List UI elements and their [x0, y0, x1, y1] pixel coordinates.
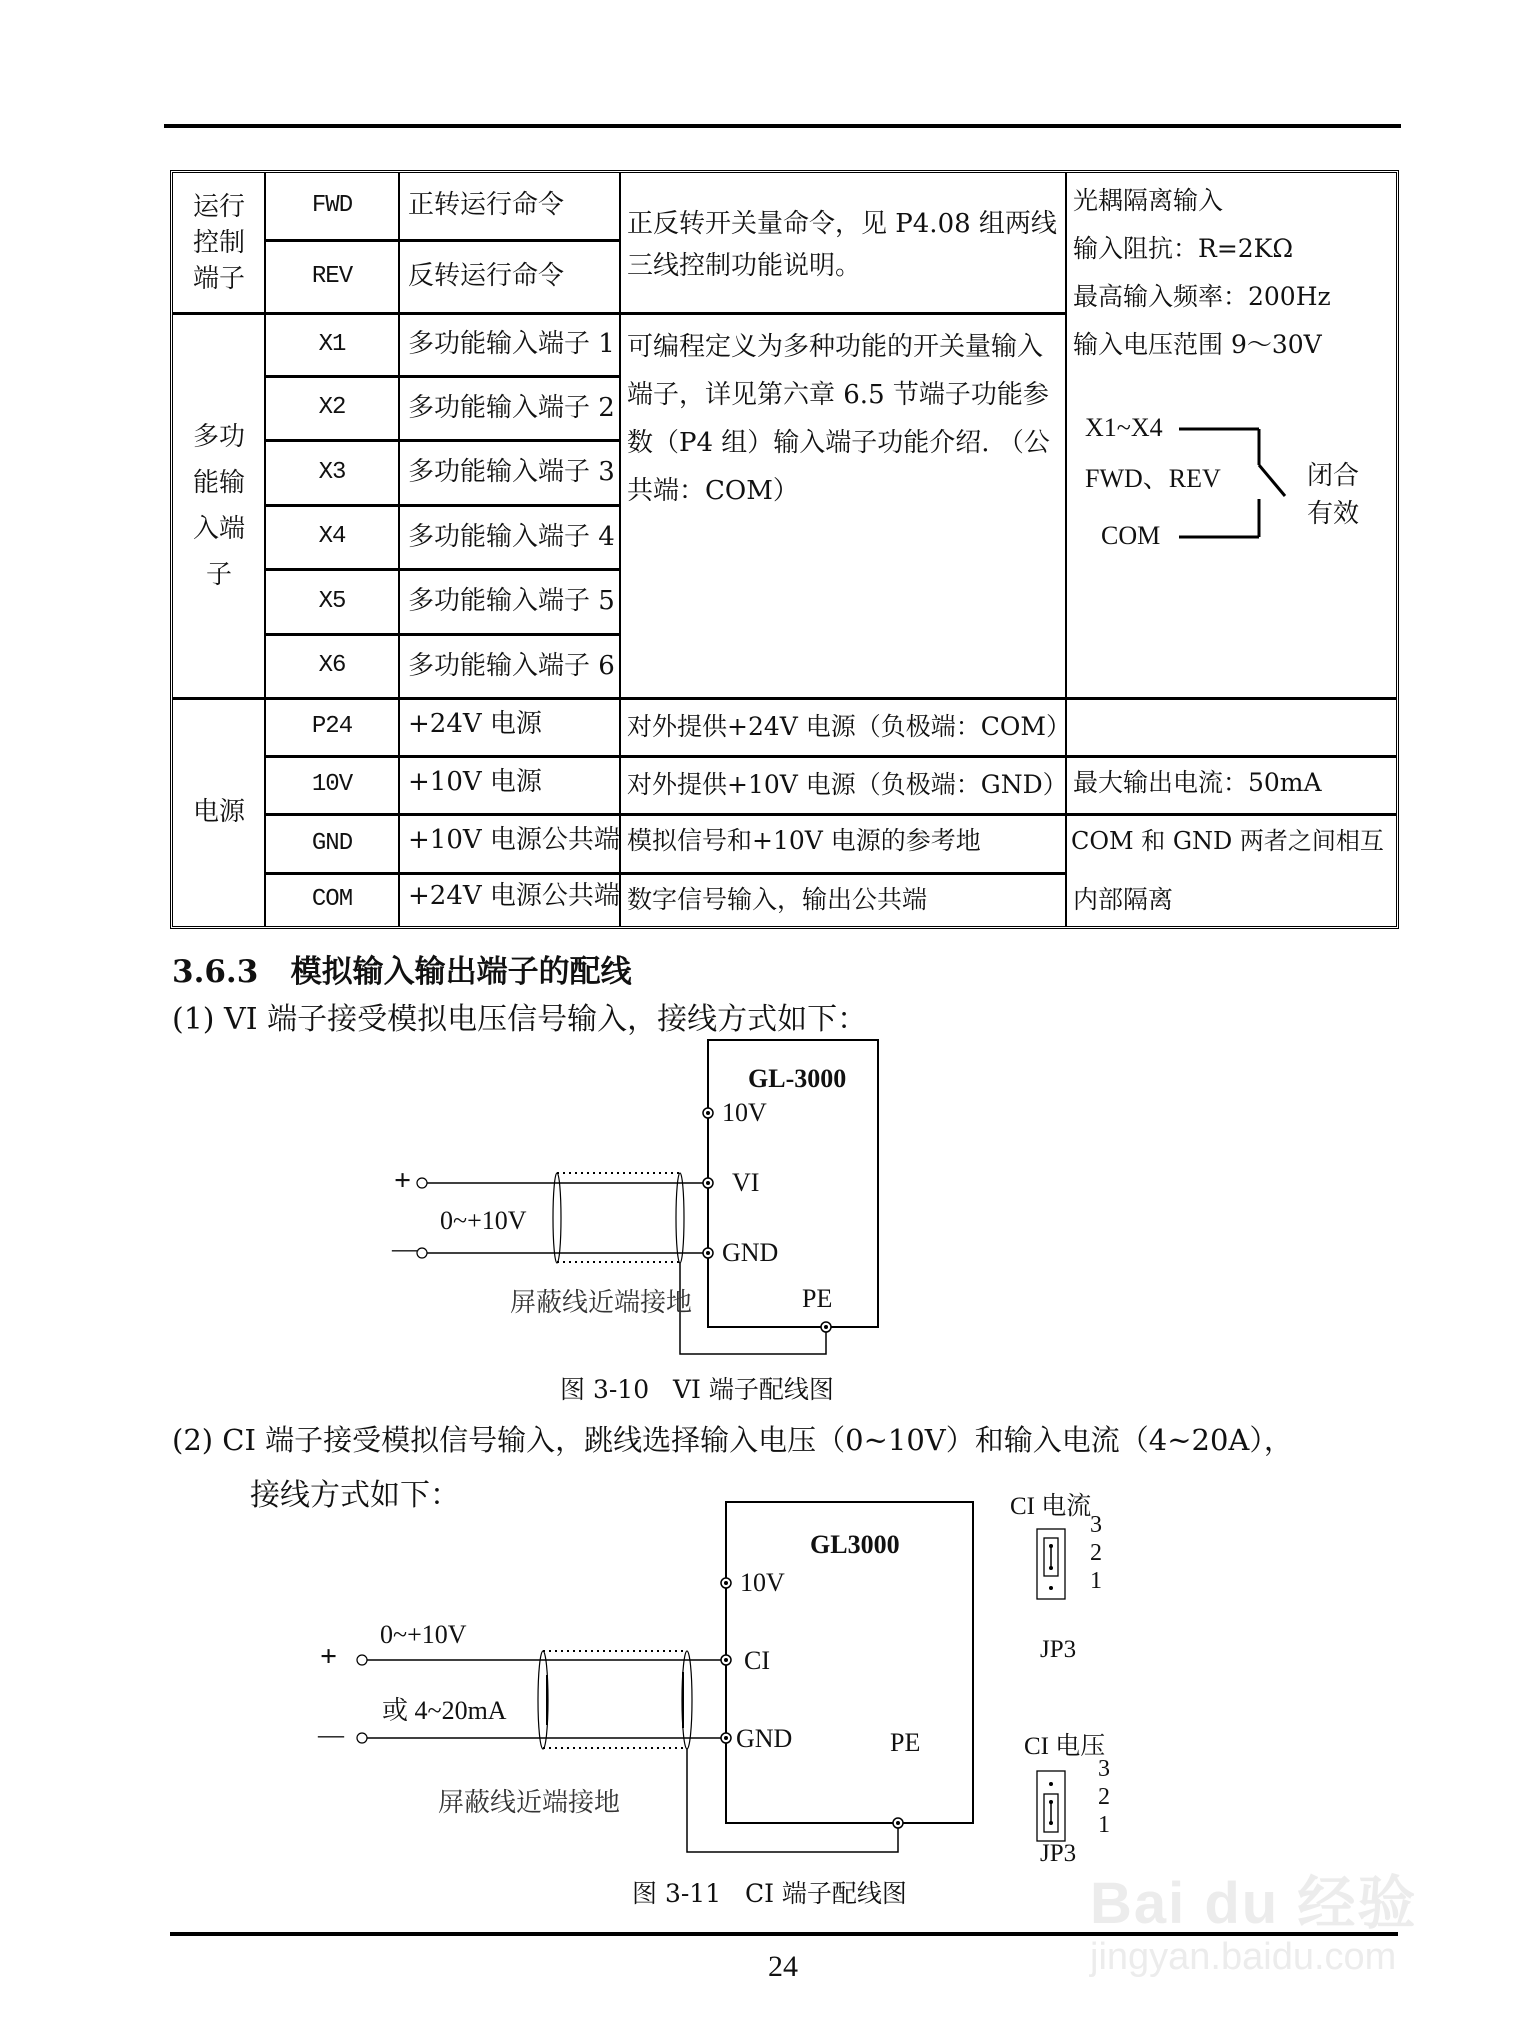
watermark-logo: Bai du 经验 [1090, 1871, 1418, 1936]
terminal-code [266, 507, 398, 568]
switch-label-com: COM [1101, 521, 1161, 550]
code-text: 10V [311, 771, 353, 799]
spec-line: 输入阻抗：R=2KΩ [1073, 234, 1294, 263]
terminal-name [400, 700, 619, 750]
isolation-spec [1067, 816, 1396, 866]
device-label: GL-3000 [748, 1064, 847, 1093]
input-spec [1067, 175, 1396, 375]
terminal-label-10v: 10V [722, 1098, 767, 1127]
terminal-name [400, 378, 619, 439]
terminal-label-ci: CI [744, 1646, 770, 1675]
name-text: +24V 电源 [408, 709, 542, 740]
name-text: +24V 电源公共端 [408, 881, 620, 912]
ci-wiring-diagram-icon [300, 1490, 1020, 1870]
terminal-name [400, 636, 619, 697]
jumper-title: CI 电流 [1010, 1493, 1092, 1520]
terminal-code [266, 315, 398, 375]
name-text: 多功能输入端子 6 [408, 650, 615, 681]
terminal-code [266, 875, 398, 926]
terminal-label-pe: PE [890, 1728, 921, 1757]
code-text: X6 [318, 652, 346, 680]
description-text: 模拟信号和+10V 电源的参考地 [627, 825, 981, 855]
description-text: 对外提供+24V 电源（负极端：COM） [627, 712, 1071, 742]
header-rule [164, 124, 1401, 128]
code-text: X2 [318, 394, 346, 422]
code-text: P24 [311, 713, 353, 741]
group-description [621, 195, 1065, 305]
terminal-description [621, 875, 1065, 926]
terminal-code [266, 700, 398, 755]
terminal-name [400, 816, 619, 866]
shield-note: 屏蔽线近端接地 [510, 1288, 693, 1318]
terminal-code [266, 442, 398, 504]
terminal-code [266, 378, 398, 439]
terminal-code [266, 173, 398, 239]
terminal-name [400, 758, 619, 808]
group-label-text: 运行控制端子 [192, 191, 245, 294]
code-text: X5 [318, 587, 346, 615]
device-label: GL3000 [810, 1530, 900, 1559]
name-text: 正转运行命令 [408, 190, 565, 221]
group-label-run-control [179, 173, 259, 312]
terminal-name [400, 173, 619, 239]
jumper-ci-current [1000, 1490, 1120, 1690]
pin-label: 3 [1090, 1512, 1102, 1538]
code-text: REV [311, 262, 353, 290]
jumper-pins-icon [1036, 1528, 1076, 1608]
switch-note-active: 有效 [1307, 499, 1360, 529]
terminal-name [400, 242, 619, 312]
terminal-code [266, 636, 398, 697]
terminal-name [400, 442, 619, 504]
terminal-label-vi: VI [732, 1168, 760, 1197]
pin-label: 2 [1098, 1784, 1110, 1810]
group-description [621, 315, 1065, 515]
terminal-code [266, 816, 398, 872]
terminal-label-10v: 10V [740, 1568, 785, 1597]
paragraph-vi: (1) VI 端子接受模拟电压信号输入，接线方式如下： [172, 1002, 868, 1037]
terminal-label-gnd: GND [722, 1238, 779, 1267]
figure-vi-wiring [380, 1030, 1080, 1410]
code-text: X4 [318, 523, 346, 551]
jumper-title: CI 电压 [1024, 1733, 1106, 1760]
description-text: 对外提供+10V 电源（负极端：GND） [627, 770, 1068, 800]
pin-label: 1 [1098, 1812, 1110, 1838]
pin-label: 2 [1090, 1540, 1102, 1566]
pin-label: 3 [1098, 1756, 1110, 1782]
terminal-description [621, 758, 1068, 813]
figure-caption-3-10: 图 3-10 VI 端子配线图 [560, 1375, 834, 1404]
voltage-range-label: 0~+10V [380, 1620, 467, 1649]
spec-text: 内部隔离 [1073, 885, 1174, 915]
terminal-table [170, 170, 1399, 929]
terminal-label-gnd: GND [736, 1724, 793, 1753]
terminal-name [400, 507, 619, 568]
minus-sign: — [318, 1720, 344, 1749]
jumper-name: JP3 [1040, 1840, 1077, 1867]
spec-line: 最高输入频率：200Hz [1073, 282, 1331, 311]
description-text: 数字信号输入，输出公共端 [627, 885, 928, 915]
code-text: X1 [318, 330, 346, 358]
voltage-range-label: 0~+10V [440, 1206, 527, 1235]
name-text: 多功能输入端子 1 [408, 329, 615, 360]
name-text: 反转运行命令 [408, 261, 565, 292]
spec-text: 最大输出电流：50mA [1073, 767, 1322, 797]
description-text: 可编程定义为多种功能的开关量输入端子，详见第六章 6.5 节端子功能参数（P4 组）输入端子功能介绍. （公共端：COM） [627, 332, 1050, 506]
paragraph-ci: (2) CI 端子接受模拟信号输入，跳线选择输入电压（0~10V）和输入电流（4~20A）， [172, 1423, 1293, 1457]
terminal-name [400, 872, 619, 922]
code-text: X3 [318, 458, 346, 486]
isolation-spec-2 [1067, 875, 1396, 926]
plus-sign: + [394, 1164, 412, 1197]
terminal-code [266, 758, 398, 813]
jumper-name: JP3 [1040, 1636, 1077, 1663]
switch-diagram [1067, 393, 1396, 593]
group-label-power [179, 700, 259, 926]
name-text: +10V 电源 [408, 767, 542, 798]
watermark-url: jingyan.baidu.com [1090, 1936, 1397, 1978]
group-label-multifunction [179, 315, 259, 697]
figure-caption-3-11: 图 3-11 CI 端子配线图 [632, 1879, 907, 1908]
name-text: +10V 电源公共端 [408, 825, 620, 856]
paragraph-ci-line-2: 接线方式如下： [250, 1478, 460, 1513]
switch-note-closed: 闭合 [1307, 461, 1360, 491]
terminal-description [621, 700, 1071, 755]
max-current-spec [1067, 758, 1396, 808]
terminal-description [621, 816, 1065, 866]
spec-line: 输入电压范围 9～30V [1073, 330, 1322, 359]
code-text: FWD [311, 191, 353, 219]
switch-label-x1x4: X1~X4 [1085, 413, 1163, 442]
name-text: 多功能输入端子 4 [408, 521, 615, 552]
current-range-label: 或 4~20mA [382, 1696, 507, 1725]
name-text: 多功能输入端子 5 [408, 586, 615, 617]
name-text: 多功能输入端子 3 [408, 457, 615, 488]
plus-sign: + [320, 1640, 338, 1673]
spec-text: COM 和 GND 两者之间相互 [1071, 826, 1384, 855]
terminal-code [266, 242, 398, 312]
terminal-label-pe: PE [802, 1284, 833, 1313]
spec-line: 光耦隔离输入 [1073, 186, 1224, 215]
page-number: 24 [768, 1950, 798, 1983]
name-text: 多功能输入端子 2 [408, 392, 615, 423]
minus-sign: — [392, 1234, 418, 1263]
figure-ci-wiring [300, 1490, 1110, 1870]
group-label-text: 多功能输入端子 [192, 422, 245, 590]
terminal-name [400, 571, 619, 633]
code-text: COM [311, 886, 353, 914]
terminal-code [266, 571, 398, 633]
group-label-text: 电源 [192, 797, 245, 828]
code-text: GND [311, 829, 353, 857]
description-text: 正反转开关量命令，见 P4.08 组两线三线控制功能说明。 [627, 209, 1057, 281]
shield-note: 屏蔽线近端接地 [438, 1788, 621, 1818]
section-heading: 3.6.3 模拟输入输出端子的配线 [172, 954, 632, 990]
switch-label-fwd-rev: FWD、REV [1085, 464, 1221, 493]
pin-label: 1 [1090, 1568, 1102, 1594]
terminal-name [400, 315, 619, 375]
jumper-pins-icon [1036, 1770, 1076, 1850]
